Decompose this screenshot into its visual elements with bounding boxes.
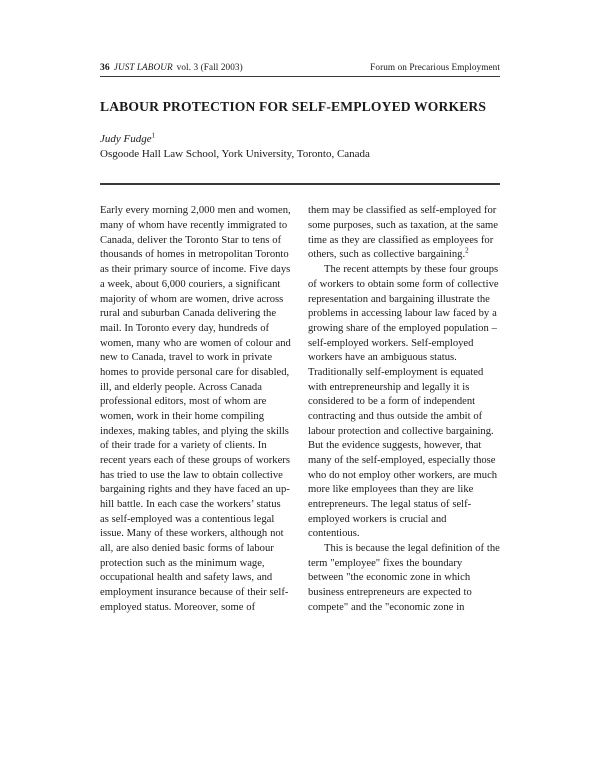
author-footnote-marker: 1 [151,131,156,140]
paragraph: This is because the legal definition of the term "employee" fixes the boundary between "the economic zone in which business entrepreneurs are expected to compete" and the "economic zone in [308,542,500,613]
author-line [100,132,500,146]
footnote-marker: 2 [465,246,469,255]
right-column [308,204,500,615]
author-name: Judy Fudge [100,133,152,146]
paragraph-text: them may be classified as self-employed for some purposes, such as taxation, at the same time as they are classified as employees for others, such as collective bargaining. [308,205,498,261]
title-rule-wrap [100,183,500,185]
section-title: Forum on Precarious Employment [370,62,500,72]
page-title: LABOUR PROTECTION FOR SELF-EMPLOYED WORKERS [100,99,487,114]
journal-volume: vol. 3 (Fall 2003) [176,62,243,72]
title-block [100,99,500,161]
title-rule [100,183,500,185]
author-affiliation: Osgoode Hall Law School, York University, Toronto, Canada [100,148,370,161]
page-content [100,62,500,615]
header-rule [100,76,500,77]
page-number: 36 [100,62,110,73]
running-head [100,62,500,73]
paragraph [308,204,500,263]
body-columns [100,204,500,615]
paragraph: Early every morning 2,000 men and women, many of whom have recently immigrated to Canada, deliver the Toronto Star to tens of thousands of homes in metropolitan Toronto as their primary source of income. Five days a week, about 6,000 couriers, a significant majority of whom are women, drive across rural and suburban Canada delivering the mail. In Toronto every day, hundreds of women, many who are women of colour and new to Canada, travel to work in private homes to provide personal care for disabled, ill, and elderly people. Across Canada professional editors, most of whom are women, work in their home compiling indexes, making tables, and plying the skills of their trade for a variety of clients. In recent years each of these groups of workers has tried to use the law to obtain collective bargaining rights and they have faced an up-hill battle. In each case the workers’ status as self-employed was a contentious legal issue. Many of these workers, although not all, are also denied basic forms of labour protection such as the minimum wage, occupational health and safety laws, and employment insurance because of their self-employed status. Moreover, some of [100,205,291,613]
running-head-left [100,62,243,73]
paragraph: The recent attempts by these four groups of workers to obtain some form of collective representation and bargaining illustrate the problems in accessing labour law faced by a growing share of the employed population – self-employed workers. Self-employed workers have an ambiguous status. Traditionally self-employment is equated with entrepreneurship and legally it is considered to be a form of independent contracting and thus outside the ambit of labour protection and collective bargaining. But the evidence suggests, however, that many of the self-employed, especially those who do not employ other workers, are much more like employees than they are like entrepreneurs. The legal status of self-employed workers is crucial and contentious. [308,264,499,540]
left-column [100,204,292,615]
journal-title: JUST LABOUR [113,62,173,72]
